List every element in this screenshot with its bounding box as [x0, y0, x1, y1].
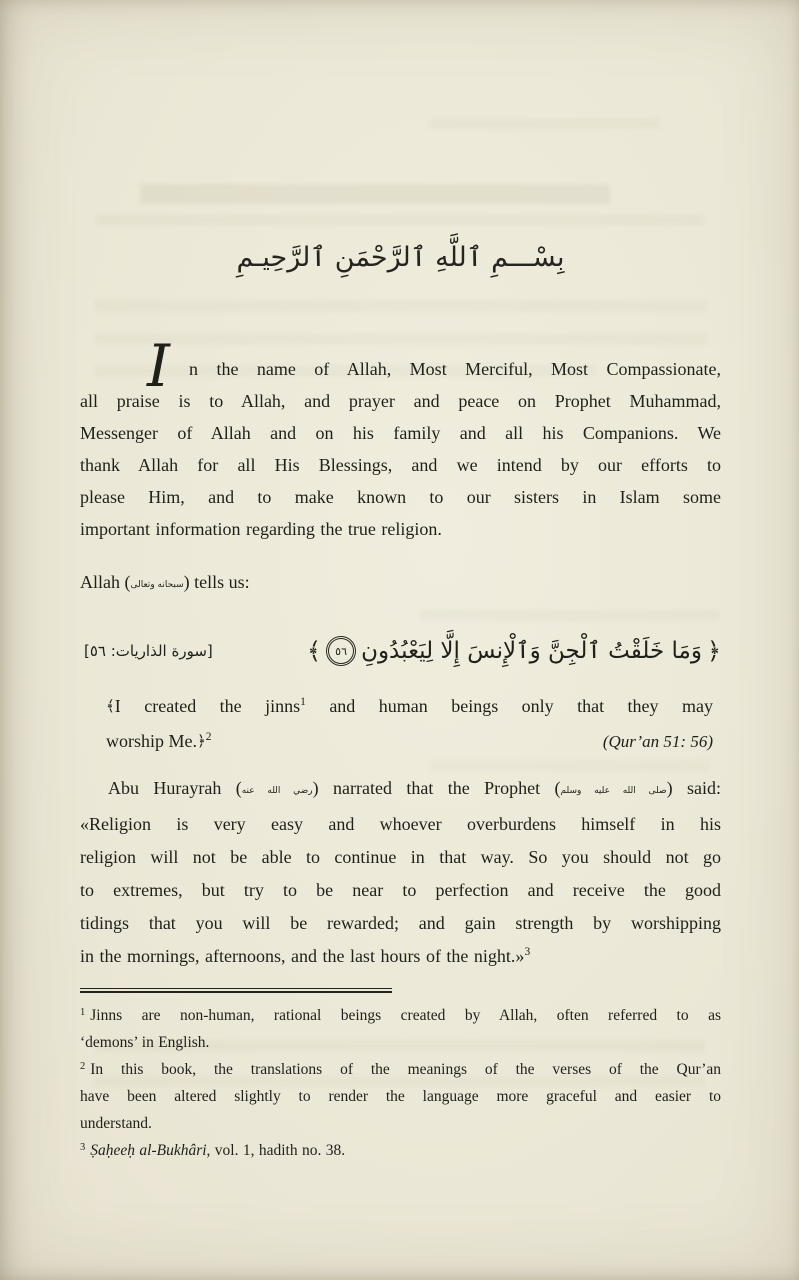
- paragraph-line: all praise is to Allah, and prayer and peace on Prophet Muhammad,: [80, 391, 721, 411]
- ornate-close-parenthesis: ﴾: [307, 637, 322, 665]
- hadith-quote-line: tidings that you will be rewarded; and gain strength by worshipping: [80, 913, 721, 933]
- footnotes-section: [80, 1002, 721, 1164]
- ornate-open-parenthesis: ﴿: [706, 637, 721, 665]
- hadith-intro-text: ) narrated that the Prophet (: [312, 778, 561, 798]
- footnote-3-line: [80, 1137, 721, 1164]
- hadith-quote-line: religion will not be able to continue in that way. So you should not go: [80, 847, 721, 867]
- page-content: [0, 242, 799, 1164]
- translation-text: worship Me.: [106, 731, 197, 751]
- dropcap-letter: I: [147, 332, 170, 400]
- footnote-ref-2: 2: [205, 731, 212, 743]
- hadith-quote-line: to extremes, but try to be near to perfection and receive the good: [80, 880, 721, 900]
- paragraph-line: [80, 332, 721, 400]
- verse-translation: [106, 689, 713, 759]
- hadith-quote-text: in the mornings, afternoons, and the last hours of the night.»: [80, 946, 525, 966]
- quote-close-ornament: ﴿: [197, 734, 206, 750]
- footnote-1-line: [80, 1002, 721, 1029]
- hadith-quote-line: [80, 940, 721, 973]
- verse-arabic-text: وَمَا خَلَقْتُ ٱلْجِنَّ وَٱلْإِنسَ إِلَّا لِيَعْبُدُونِ: [361, 638, 702, 664]
- ayah-number-rosette: ٥٦: [326, 636, 356, 666]
- hadith-paragraph: [80, 772, 721, 973]
- footnote-2-text: In this book, the translations of the meanings of the verses of the Qur’an: [90, 1061, 721, 1078]
- tells-us-line: [80, 566, 721, 601]
- bismillah-calligraphy: بِسْـــمِ ٱللَّهِ ٱلرَّحْمَنِ ٱلرَّحِيـمِ: [236, 242, 565, 273]
- footnote-2-line: have been altered slightly to render the language more graceful and easier to: [80, 1088, 721, 1105]
- page-bleedthrough: [95, 214, 705, 226]
- footnote-3-marker: 3: [80, 1142, 86, 1153]
- paragraph-line: please Him, and to make known to our sisters in Islam some: [80, 487, 721, 507]
- footnote-3-text: , vol. 1, hadith no. 38.: [206, 1142, 346, 1159]
- translation-text: I created the jinns: [114, 696, 301, 716]
- opening-paragraph: [80, 332, 721, 545]
- footnote-3-book-title: Ṣaḥeeḥ al-Bukhâri: [90, 1142, 207, 1159]
- footnote-ref-3: 3: [524, 946, 531, 958]
- quran-verse-arabic: [307, 636, 721, 666]
- paragraph-text: n the name of Allah, Most Merciful, Most Compassionate,: [189, 359, 721, 379]
- translation-line: [106, 724, 713, 759]
- hadith-intro-line: [80, 772, 721, 808]
- footnote-ref-1: 1: [300, 696, 306, 708]
- footnote-separator-rule: [80, 988, 392, 993]
- tells-us-text: Allah (: [80, 572, 131, 592]
- footnote-1-line: ‘demons’ in English.: [80, 1034, 210, 1051]
- hadith-intro-text: ) said:: [666, 778, 721, 798]
- radiallahu-anhu-symbol: رضي الله عنه: [241, 786, 313, 796]
- page-bleedthrough: [140, 184, 610, 204]
- page-bleedthrough: [430, 118, 660, 129]
- footnote-2-line: understand.: [80, 1115, 152, 1132]
- footnote-2-line: [80, 1056, 721, 1083]
- verse-reference-arabic: [سورة الذاريات: ٥٦]: [84, 642, 213, 660]
- hadith-intro-text: Abu Hurayrah (: [108, 778, 242, 798]
- sallallahu-alayhi-wasallam-symbol: صلى الله عليه وسلم: [560, 786, 667, 796]
- subhanahu-wa-taala-symbol: سبحانه وتعالى: [130, 580, 184, 590]
- tells-us-text: ) tells us:: [183, 572, 250, 592]
- footnote-2-marker: 2: [80, 1061, 86, 1072]
- paragraph-line: thank Allah for all His Blessings, and we intend by our efforts to: [80, 455, 721, 475]
- paragraph-line: Messenger of Allah and on his family and all his Companions. We: [80, 423, 721, 443]
- translation-line: [106, 689, 713, 724]
- translation-text: and human beings only that they may: [305, 696, 713, 716]
- footnote-1-marker: 1: [80, 1007, 86, 1018]
- quran-citation: (Qur’an 51: 56): [602, 732, 713, 751]
- quote-open-ornament: ﴾: [106, 699, 115, 715]
- footnote-1-text: Jinns are non-human, rational beings created by Allah, often referred to as: [90, 1007, 721, 1024]
- hadith-quote-line: «Religion is very easy and whoever overburdens himself in his: [80, 814, 721, 834]
- paragraph-line: important information regarding the true religion.: [80, 519, 442, 539]
- translation-text: [106, 724, 212, 759]
- quran-verse-row: [80, 626, 721, 676]
